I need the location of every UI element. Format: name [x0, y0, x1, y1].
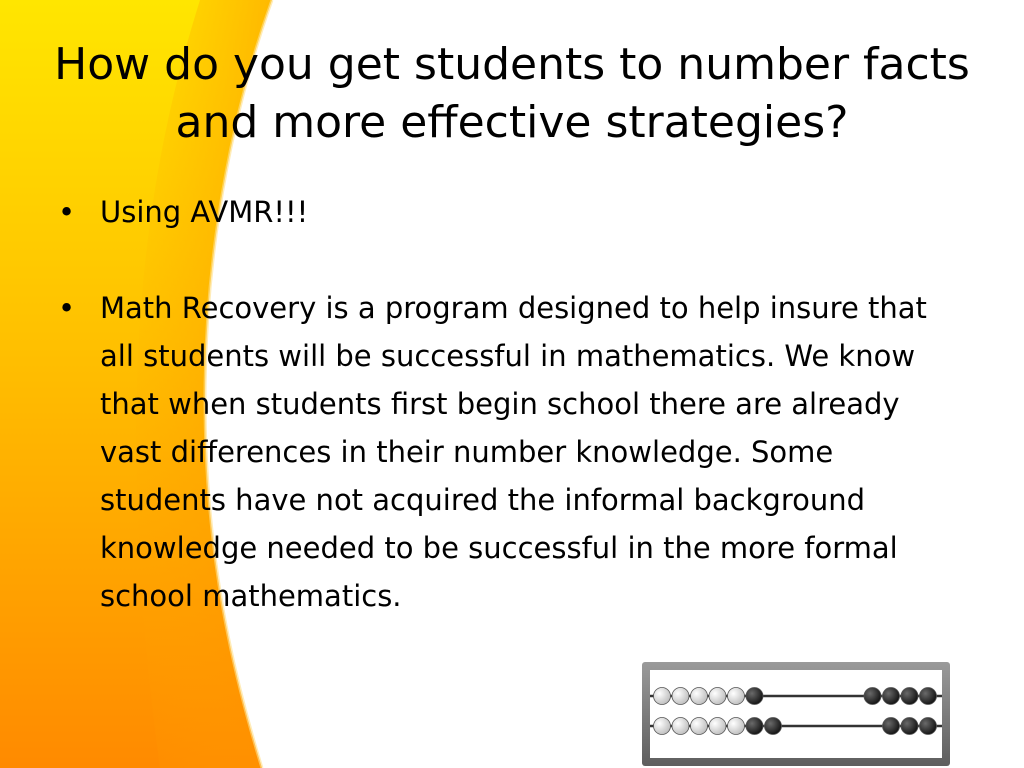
bullet-item-math-recovery — [58, 284, 968, 620]
abacus-bead-light — [672, 718, 689, 735]
slide-title: How do you get students to number facts and more effective strategies? — [54, 39, 970, 148]
bullet-list — [58, 188, 968, 620]
abacus-bead-light — [691, 688, 708, 705]
abacus-bead-dark — [746, 718, 763, 735]
bullet-text: Using AVMR!!! — [100, 195, 309, 229]
abacus-bead-dark — [864, 688, 881, 705]
abacus-bead-dark — [920, 718, 937, 735]
bullet-item-using-avmr — [58, 188, 968, 236]
bullet-marker: • — [58, 291, 76, 325]
abacus-bead-dark — [920, 688, 937, 705]
abacus-bead-light — [654, 718, 671, 735]
abacus-bead-dark — [883, 688, 900, 705]
abacus-bead-light — [709, 688, 726, 705]
bullet-marker: • — [58, 195, 76, 229]
abacus-bead-dark — [901, 688, 918, 705]
abacus-bead-light — [728, 718, 745, 735]
abacus-bead-dark — [883, 718, 900, 735]
abacus-bead-light — [654, 688, 671, 705]
abacus-bead-dark — [901, 718, 918, 735]
abacus-bead-light — [709, 718, 726, 735]
abacus-inner — [650, 670, 942, 758]
abacus-bead-dark — [765, 718, 782, 735]
abacus-bead-dark — [746, 688, 763, 705]
abacus-bead-light — [672, 688, 689, 705]
abacus-image — [640, 660, 952, 768]
bullet-text: Math Recovery is a program designed to help insure that all students will be successful in mathematics. We know that when students first begin school there are already vast differences in their number knowledge. Some students have not acquired the informal background knowledge needed to be successful in the more formal school mathematics. — [100, 291, 927, 613]
abacus-bead-light — [728, 688, 745, 705]
abacus-bead-light — [691, 718, 708, 735]
